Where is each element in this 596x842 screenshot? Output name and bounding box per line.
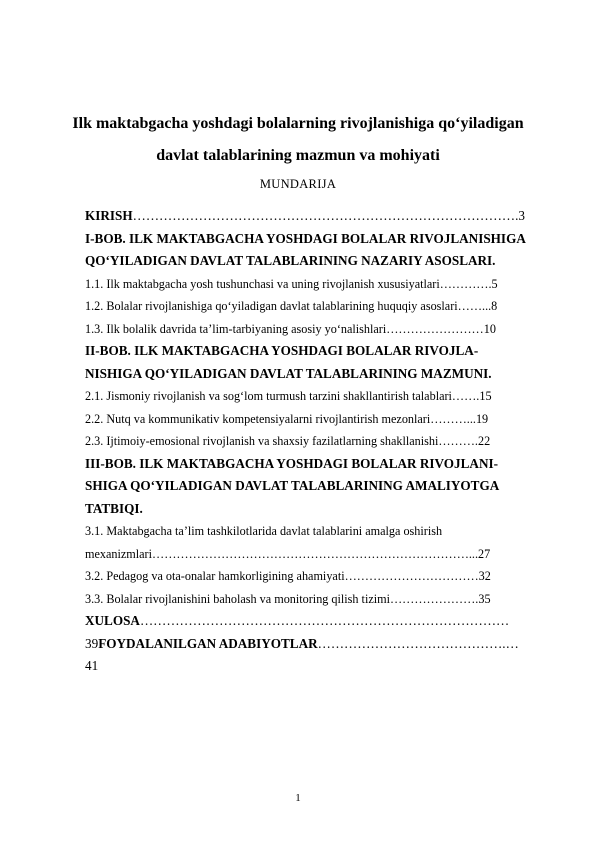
document-title-line-2: davlat talablarining mazmun va mohiyati [156, 147, 440, 164]
toc-entry: 3.3. Bolalar rivojlanishini baholash va monitoring qilish tizimi………………….35 [85, 591, 491, 606]
toc-entry: QO‘YILADIGAN DAVLAT TALABLARINING NAZARIY ASOSLARI. [85, 253, 496, 268]
document-title-line-1: Ilk maktabgacha yoshdagi bolalarning rivojlanishiga qo‘yiladigan [72, 115, 524, 132]
toc-entry: SHIGA QO‘YILADIGAN DAVLAT TALABLARINING AMALIYOTGA [85, 478, 500, 493]
toc-entry-title: KIRISH [85, 208, 133, 223]
toc-entry-leader: …………………………………………………………………………….3 [132, 208, 525, 223]
toc-entry: TATBIQI. [85, 500, 143, 516]
toc-entry: 1.2. Bolalar rivojlanishiga qo‘yiladigan davlat talablarining huquqiy asoslari……...8 [85, 299, 498, 313]
toc-entry: 1.3. Ilk bolalik davrida ta’lim-tarbiyaning asosiy yo‘nalishlari……………………10 [85, 321, 496, 336]
toc-entry [85, 633, 555, 656]
toc-entry: 3.2. Pedagog va ota-onalar hamkorligining ahamiyati……………………………32 [85, 569, 491, 583]
page-number: 1 [295, 792, 301, 804]
toc-entry: 1.1. Ilk maktabgacha yosh tushunchasi va uning rivojlanish xususiyatlari………….5 [85, 276, 498, 291]
toc-entry: 2.3. Ijtimoiy-emosional rivojlanish va shaxsiy fazilatlarning shakllanishi……….22 [85, 434, 491, 448]
toc-entry: II-BOB. ILK MAKTABGACHA YOSHDAGI BOLALAR RIVOJLA- [85, 343, 479, 358]
toc-entry: 3.1. Maktabgacha ta’lim tashkilotlarida davlat talablarini amalga oshirish [85, 524, 443, 538]
toc-entry: 2.2. Nutq va kommunikativ kompetensiyalarni rivojlantirish mezonlari………...19 [85, 411, 489, 426]
toc-entry: NISHIGA QO‘YILADIGAN DAVLAT TALABLARINING MAZMUNI. [85, 365, 492, 381]
toc-entry [85, 205, 555, 228]
toc-entry: 2.1. Jismoniy rivojlanish va sog‘lom turmush tarzini shakllantirish talablari…….15 [85, 389, 492, 403]
toc-entry: 41 [85, 658, 99, 673]
toc-entry-title: XULOSA [85, 613, 140, 628]
toc-entry: I-BOB. ILK MAKTABGACHA YOSHDAGI BOLALAR RIVOJLANISHIGA [85, 230, 526, 246]
toc-entry-leader: …………………………………….… [317, 635, 519, 651]
toc-entry-page: 39 [85, 635, 99, 651]
toc-entry: mexanizmlari……………………………………………………………………...27 [85, 546, 491, 561]
toc-entry: III-BOB. ILK MAKTABGACHA YOSHDAGI BOLALAR RIVOJLANI- [85, 455, 498, 471]
table-of-contents [85, 205, 555, 678]
toc-entry-leader: ………………………………………………………………………… [139, 613, 510, 628]
toc-entry [85, 610, 555, 633]
toc-heading: MUNDARIJA [259, 177, 337, 191]
toc-entry-title: FOYDALANILGAN ADABIYOTLAR [98, 635, 318, 651]
